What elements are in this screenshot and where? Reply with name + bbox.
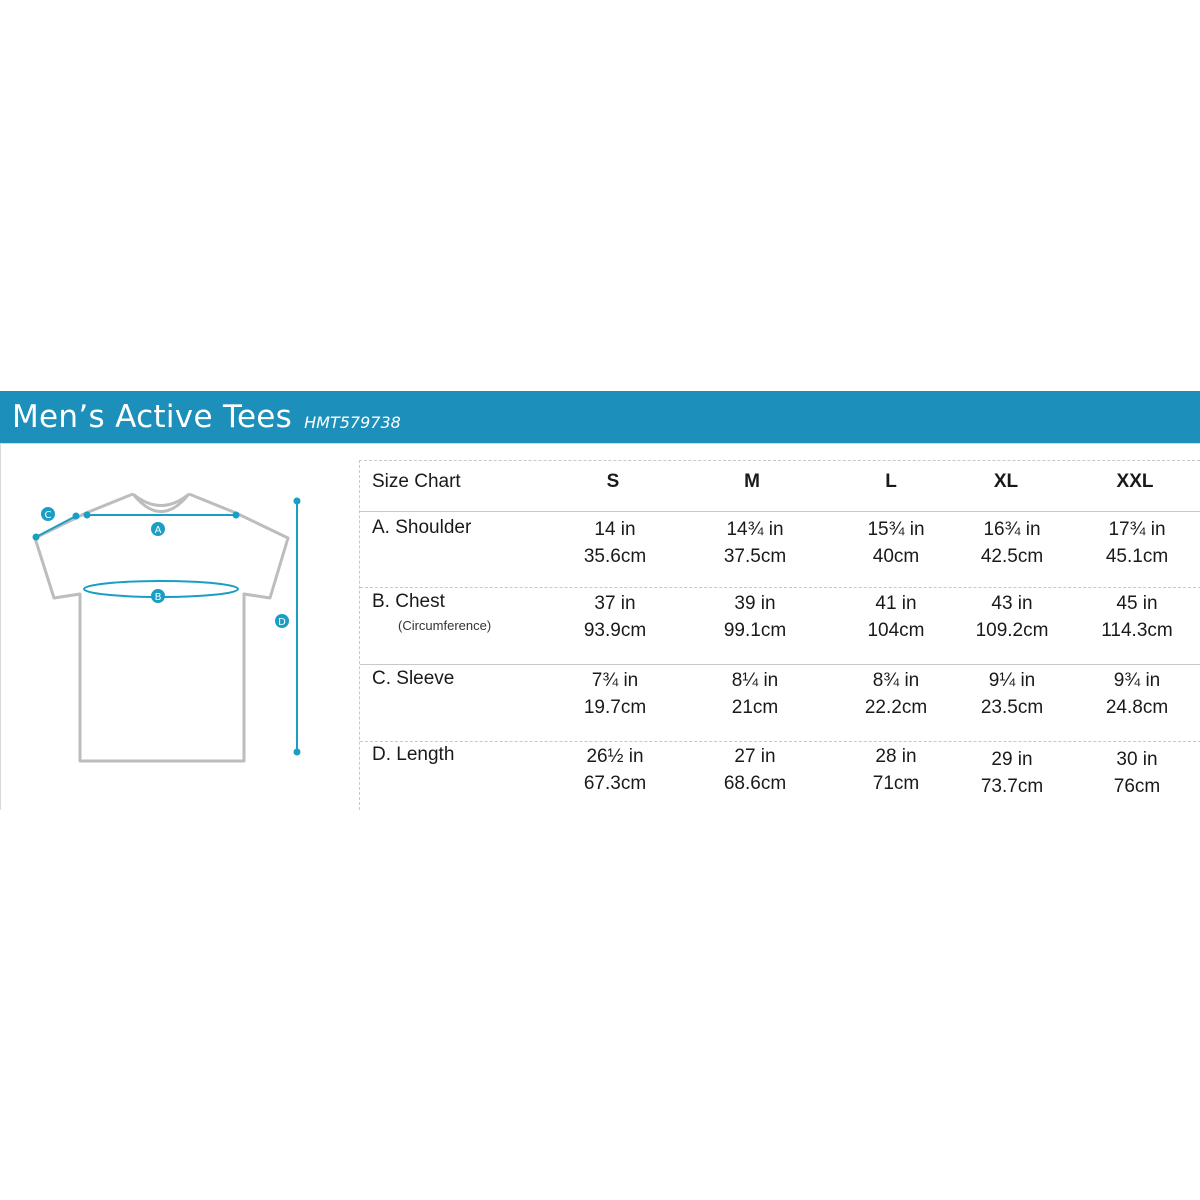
marker-b-icon xyxy=(151,589,165,603)
page-title: Men’s Active Tees xyxy=(12,399,293,435)
size-table xyxy=(359,460,1200,810)
table-cell: 27 in 68.6cm xyxy=(723,746,787,794)
measure-d-line xyxy=(295,499,300,755)
size-header: S xyxy=(606,471,620,492)
measure-c-line xyxy=(34,514,79,540)
table-header-row xyxy=(360,461,1200,512)
table-cell: 29 in 73.7cm xyxy=(980,749,1044,797)
title-banner xyxy=(0,391,1200,443)
table-row xyxy=(360,665,1200,742)
size-header: XL xyxy=(993,471,1019,492)
table-cell: 9¼ in 23.5cm xyxy=(980,670,1044,718)
table-cell: 14¾ in 37.5cm xyxy=(723,519,787,567)
corner-label: Size Chart xyxy=(372,471,461,492)
measure-a-line xyxy=(85,513,239,518)
svg-text:A: A xyxy=(154,525,162,536)
size-header: M xyxy=(744,471,760,492)
row-label: D. Length xyxy=(372,744,455,765)
table-cell: 39 in 99.1cm xyxy=(723,593,787,641)
svg-text:C: C xyxy=(44,510,52,521)
table-cell: 7¾ in 19.7cm xyxy=(583,670,647,718)
table-cell: 14 in 35.6cm xyxy=(583,519,647,567)
product-code: HMT579738 xyxy=(304,412,401,432)
table-cell: 45 in 114.3cm xyxy=(1101,593,1173,641)
table-cell: 30 in 76cm xyxy=(1113,749,1161,797)
table-row xyxy=(360,588,1200,665)
tshirt-diagram xyxy=(0,443,340,810)
svg-text:D: D xyxy=(278,617,286,628)
svg-text:B: B xyxy=(154,592,162,603)
row-note: (Circumference) xyxy=(398,618,492,633)
table-cell: 28 in 71cm xyxy=(872,746,920,794)
table-cell: 8¼ in 21cm xyxy=(731,670,779,718)
marker-a-icon xyxy=(151,522,165,536)
table-cell: 17¾ in 45.1cm xyxy=(1105,519,1169,567)
table-cell: 9¾ in 24.8cm xyxy=(1105,670,1169,718)
row-label: A. Shoulder xyxy=(372,517,472,538)
size-header: L xyxy=(885,471,897,492)
size-header: XXL xyxy=(1116,471,1154,492)
table-cell: 37 in 93.9cm xyxy=(583,593,647,641)
table-cell: 41 in 104cm xyxy=(867,593,925,641)
table-cell: 15¾ in 40cm xyxy=(867,519,925,567)
row-label: B. Chest xyxy=(372,591,445,612)
table-cell: 43 in 109.2cm xyxy=(975,593,1049,641)
table-row xyxy=(360,512,1200,588)
table-row xyxy=(360,742,1200,811)
table-cell: 8¾ in 22.2cm xyxy=(864,670,928,718)
table-cell: 16¾ in 42.5cm xyxy=(980,519,1044,567)
marker-d-icon xyxy=(275,614,289,628)
marker-c-icon xyxy=(41,507,55,521)
row-label: C. Sleeve xyxy=(372,668,455,689)
table-cell: 26½ in 67.3cm xyxy=(583,746,647,794)
